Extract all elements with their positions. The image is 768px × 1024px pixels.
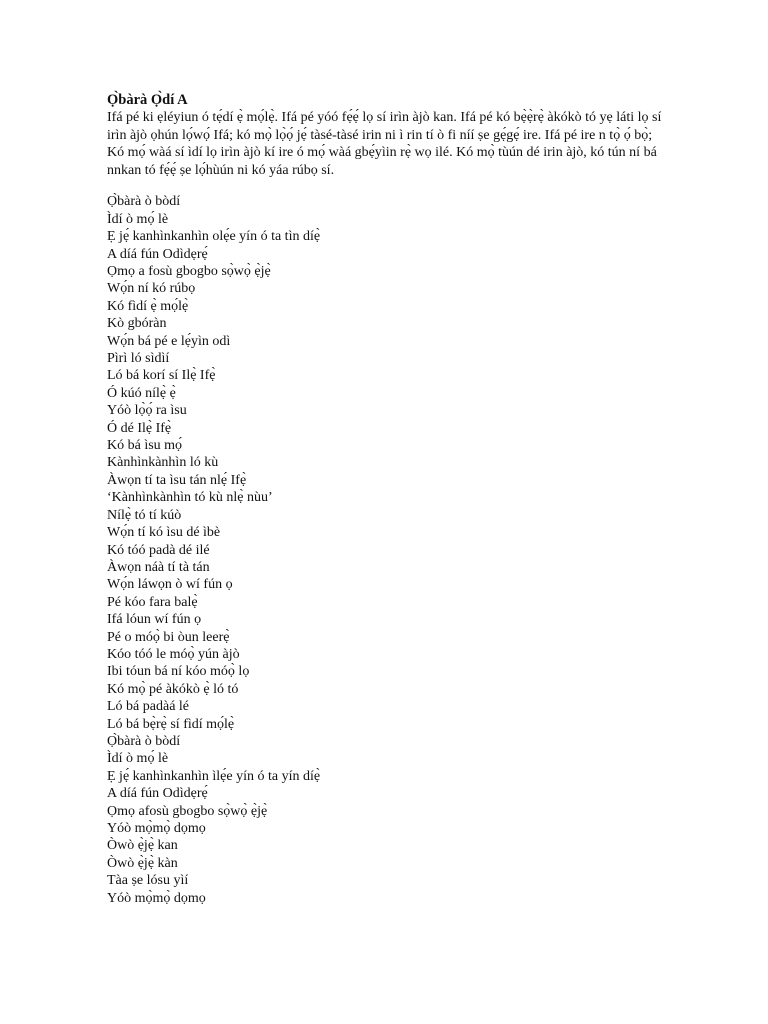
document-page xyxy=(107,92,667,907)
verse-line: A díá fún Odìdẹrẹ́ xyxy=(107,246,208,262)
verse-line: A díá fún Odìdẹrẹ́ xyxy=(107,786,208,802)
verse-line: Kànhìnkànhìn ló kù xyxy=(107,455,219,471)
verse-line: Wọ́n láwọn ò wí fún ọ xyxy=(107,577,233,593)
paragraph-spacer xyxy=(107,179,667,193)
verse-line: Wọ́n ní kó rúbọ xyxy=(107,281,196,297)
verse-line: Yóò mọ̀mọ̀ dọmọ xyxy=(107,890,206,906)
verse-line: Kó fìdí ẹ̀ mọ́lẹ̀ xyxy=(107,298,189,314)
verse-line: Pé o móọ̀ bi òun leerẹ̀ xyxy=(107,629,230,645)
document-title: Ọ̀bàrà Ọ̀dí A xyxy=(107,92,188,108)
verse-line: Kó bá ìsu mọ́ xyxy=(107,438,183,454)
verse-line: Nílẹ̀ tó tí kúò xyxy=(107,507,182,523)
verse-line: Pìrì ló sìdìí xyxy=(107,351,170,367)
verse-line: Òwò ẹ̀jẹ̀ kan xyxy=(107,838,178,854)
verse-line: Àwọn náà tí tà tán xyxy=(107,559,210,575)
verse-line: Ló bá korí sí Ilẹ̀ Ifẹ̀ xyxy=(107,368,216,384)
verse-line: Wọ́n bá pé e lẹ́yìn odì xyxy=(107,333,231,349)
verse-line: Ifá lóun wí fún ọ xyxy=(107,612,202,628)
verse-line: Ìdí ò mọ́ lè xyxy=(107,211,169,227)
verse-line: Kò gbóràn xyxy=(107,316,167,332)
intro-paragraph: Ifá pé ki ẹléyiun ó tẹ́dí ẹ̀ mọ́lẹ̀. Ifá pé yóó fẹ́ẹ́ lọ sí irìn àjò kan. Ifá pé kó bẹ̀ẹ̀rẹ̀ àkókò tó yẹ láti lọ sí irìn àjò ọhún lọ́wọ́ Ifá; kó mọ̀ lọ̀ọ́ jẹ́ tàsé-tàsé irin ni ì rin tí ò fi níí ṣe gẹ́gẹ́ ire. Ifá pé ire n tọ̀ ọ́ bọ̀; Kó mọ́ wàá sí ìdí lọ irìn àjò kí ire ó mọ́ wàá gbẹ́yìin rẹ̀ wọ ilé. Kó mọ̀ tùún dé irin àjò, kó tún ní bá nnkan tó fẹ́ẹ́ ṣe lọ́hùún ni kó yáa rúbọ sí. xyxy=(107,110,662,178)
verse-line: Pé kóo fara balẹ̀ xyxy=(107,594,198,610)
verse-line: Tàa ṣe lósu yìí xyxy=(107,873,189,889)
verse-list xyxy=(107,193,667,907)
verse-line: Ọmọ a fosù gbogbo sọ̀wọ̀ ẹ̀jẹ̀ xyxy=(107,264,271,279)
verse-line: Ọ̀bàrà ò bòdí xyxy=(107,194,181,210)
verse-line: ‘Kànhìnkànhìn tó kù nlẹ̀ nùu’ xyxy=(107,490,273,506)
verse-line: Òwò ẹ̀jẹ̀ kàn xyxy=(107,855,178,871)
verse-line: Kó tóó padà dé ilé xyxy=(107,542,210,558)
verse-line: Wọ́n tí kó ìsu dé ìbè xyxy=(107,525,221,541)
verse-line: Ìdí ò mọ́ lè xyxy=(107,751,169,767)
verse-line: Ó dé Ilẹ̀ Ifẹ̀ xyxy=(107,420,172,436)
verse-line: Ó kúó nílẹ̀ ẹ̀ xyxy=(107,385,176,401)
verse-line: Ẹ jẹ́ kanhìnkanhìn ìlẹ́e yín ó ta yín díẹ̀ xyxy=(107,768,321,784)
verse-line: Yóò lọ̀ọ́ ra ìsu xyxy=(107,403,187,419)
verse-line: Ló bá bẹ̀rẹ̀ sí fìdí mọ́lẹ̀ xyxy=(107,716,235,732)
verse-line: Ẹ jẹ́ kanhìnkanhìn olẹ́e yín ó ta tìn díẹ̀ xyxy=(107,229,321,245)
verse-line: Ibi tóun bá ní kóo móọ̀ lọ xyxy=(107,664,250,680)
verse-line: Àwọn tí ta ìsu tán nlẹ́ Ifẹ̀ xyxy=(107,472,247,488)
verse-line: Yóò mọ̀mọ̀ dọmọ xyxy=(107,821,206,836)
verse-line: Ọmọ afosù gbogbo sọ̀wọ̀ ẹ̀jẹ̀ xyxy=(107,803,268,819)
verse-line: Kóo tóó le móọ̀ yún àjò xyxy=(107,646,240,662)
verse-line: Ọ̀bàrà ò bòdí xyxy=(107,733,181,749)
verse-line: Ló bá padàá lé xyxy=(107,699,190,715)
verse-line: Kó mọ̀ pé àkókò ẹ̀ ló tó xyxy=(107,681,239,697)
